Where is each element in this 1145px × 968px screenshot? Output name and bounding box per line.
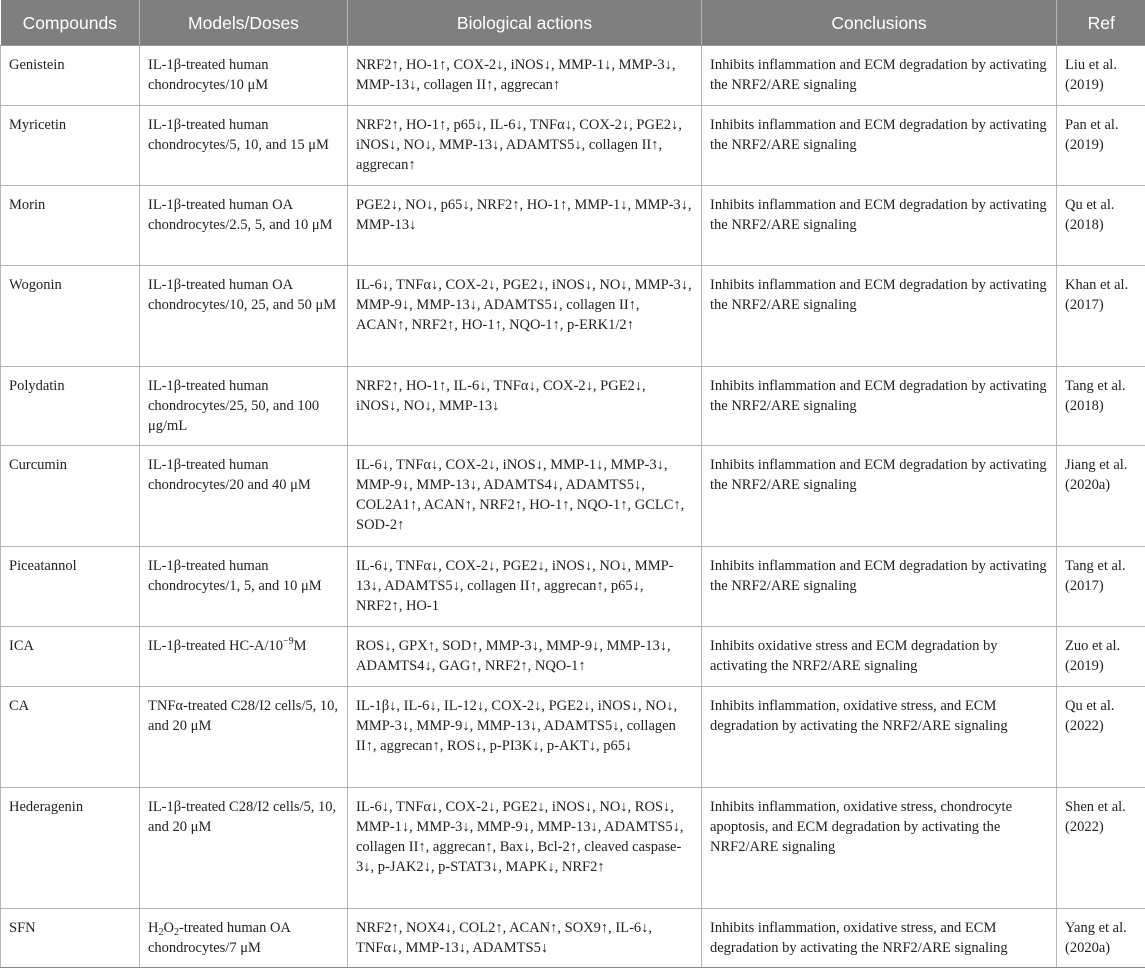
cell-actions: IL-6↓, TNFα↓, COX-2↓, PGE2↓, iNOS↓, NO↓, MMP-3↓, MMP-9↓, MMP-13↓, ADAMTS5↓, collagen II↑, ACAN↑, NRF2↑, HO-1↑, NQO-1↑, p-ERK1/2↑ [348, 266, 702, 367]
table-row [1, 788, 1145, 909]
cell-ref: Pan et al. (2019) [1057, 106, 1145, 186]
header-compounds: Compounds [1, 0, 140, 46]
model-text: -treated human OA chondrocytes/7 μM [148, 920, 291, 956]
cell-model: IL-1β-treated human chondrocytes/1, 5, and 10 μM [140, 547, 348, 627]
cell-model: IL-1β-treated human chondrocytes/5, 10, and 15 μM [140, 106, 348, 186]
cell-actions: IL-1β↓, IL-6↓, IL-12↓, COX-2↓, PGE2↓, iNOS↓, NO↓, MMP-3↓, MMP-9↓, MMP-13↓, ADAMTS5↓, collagen II↑, aggrecan↑, ROS↓, p-PI3K↓, p-AKT↓, p65↓ [348, 687, 702, 788]
cell-compound: SFN [1, 909, 140, 968]
cell-ref: Yang et al. (2020a) [1057, 909, 1145, 968]
header-models-doses: Models/Doses [140, 0, 348, 46]
table-row [1, 367, 1145, 446]
cell-model [140, 909, 348, 968]
cell-ref: Zuo et al. (2019) [1057, 627, 1145, 687]
cell-actions: IL-6↓, TNFα↓, COX-2↓, iNOS↓, MMP-1↓, MMP-3↓, MMP-9↓, MMP-13↓, ADAMTS4↓, ADAMTS5↓, COL2A1↑, ACAN↑, NRF2↑, HO-1↑, NQO-1↑, GCLC↑, SOD-2↑ [348, 446, 702, 547]
cell-compound: Piceatannol [1, 547, 140, 627]
table-row [1, 547, 1145, 627]
cell-actions: NRF2↑, NOX4↓, COL2↑, ACAN↑, SOX9↑, IL-6↓, TNFα↓, MMP-13↓, ADAMTS5↓ [348, 909, 702, 968]
cell-model [140, 627, 348, 687]
cell-compound: Wogonin [1, 266, 140, 367]
model-subscript: 2 [173, 927, 179, 938]
cell-conclusion: Inhibits inflammation and ECM degradation by activating the NRF2/ARE signaling [702, 367, 1057, 446]
table-row [1, 106, 1145, 186]
cell-ref: Qu et al. (2018) [1057, 186, 1145, 266]
table-row [1, 266, 1145, 367]
cell-model: IL-1β-treated human chondrocytes/10 μM [140, 46, 348, 106]
model-superscript: −9 [283, 636, 294, 647]
cell-conclusion: Inhibits inflammation and ECM degradation by activating the NRF2/ARE signaling [702, 186, 1057, 266]
model-text: IL-1β-treated HC-A/10 [148, 638, 284, 654]
cell-actions: NRF2↑, HO-1↑, p65↓, IL-6↓, TNFα↓, COX-2↓, PGE2↓, iNOS↓, NO↓, MMP-13↓, ADAMTS5↓, collagen II↑, aggrecan↑ [348, 106, 702, 186]
cell-actions: IL-6↓, TNFα↓, COX-2↓, PGE2↓, iNOS↓, NO↓, MMP-13↓, ADAMTS5↓, collagen II↑, aggrecan↑, p65↓, NRF2↑, HO-1 [348, 547, 702, 627]
table-row [1, 687, 1145, 788]
cell-ref: Liu et al. (2019) [1057, 46, 1145, 106]
cell-conclusion: Inhibits inflammation, oxidative stress, chondrocyte apoptosis, and ECM degradation by activating the NRF2/ARE signaling [702, 788, 1057, 909]
cell-actions: NRF2↑, HO-1↑, COX-2↓, iNOS↓, MMP-1↓, MMP-3↓, MMP-13↓, collagen II↑, aggrecan↑ [348, 46, 702, 106]
cell-conclusion: Inhibits inflammation and ECM degradation by activating the NRF2/ARE signaling [702, 446, 1057, 547]
cell-compound: Genistein [1, 46, 140, 106]
cell-conclusion: Inhibits inflammation and ECM degradation by activating the NRF2/ARE signaling [702, 547, 1057, 627]
cell-conclusion: Inhibits inflammation and ECM degradation by activating the NRF2/ARE signaling [702, 106, 1057, 186]
cell-model: IL-1β-treated human chondrocytes/20 and 40 μM [140, 446, 348, 547]
cell-ref: Qu et al. (2022) [1057, 687, 1145, 788]
cell-compound: Morin [1, 186, 140, 266]
cell-compound: Hederagenin [1, 788, 140, 909]
cell-ref: Jiang et al. (2020a) [1057, 446, 1145, 547]
cell-compound: Curcumin [1, 446, 140, 547]
header-conclusions: Conclusions [702, 0, 1057, 46]
model-text: H [148, 920, 159, 936]
table-row [1, 186, 1145, 266]
cell-actions: IL-6↓, TNFα↓, COX-2↓, PGE2↓, iNOS↓, NO↓, ROS↓, MMP-1↓, MMP-3↓, MMP-9↓, MMP-13↓, ADAMTS5↓, collagen II↑, aggrecan↑, Bax↓, Bcl-2↑, cleaved caspase-3↓, p-JAK2↓, p-STAT3↓, MAPK↓, NRF2↑ [348, 788, 702, 909]
header-biological-actions: Biological actions [348, 0, 702, 46]
cell-actions: ROS↓, GPX↑, SOD↑, MMP-3↓, MMP-9↓, MMP-13↓, ADAMTS4↓, GAG↑, NRF2↑, NQO-1↑ [348, 627, 702, 687]
cell-conclusion: Inhibits inflammation, oxidative stress, and ECM degradation by activating the NRF2/ARE signaling [702, 687, 1057, 788]
model-unit: M [293, 638, 307, 654]
cell-conclusion: Inhibits inflammation and ECM degradation by activating the NRF2/ARE signaling [702, 46, 1057, 106]
cell-ref: Shen et al. (2022) [1057, 788, 1145, 909]
table-row [1, 446, 1145, 547]
cell-compound: ICA [1, 627, 140, 687]
cell-model: IL-1β-treated human chondrocytes/25, 50, and 100 μg/mL [140, 367, 348, 446]
cell-actions: NRF2↑, HO-1↑, IL-6↓, TNFα↓, COX-2↓, PGE2↓, iNOS↓, NO↓, MMP-13↓ [348, 367, 702, 446]
cell-model: TNFα-treated C28/I2 cells/5, 10, and 20 μM [140, 687, 348, 788]
model-subscript: 2 [158, 927, 164, 938]
cell-actions: PGE2↓, NO↓, p65↓, NRF2↑, HO-1↑, MMP-1↓, MMP-3↓, MMP-13↓ [348, 186, 702, 266]
cell-model: IL-1β-treated human OA chondrocytes/2.5, 5, and 10 μM [140, 186, 348, 266]
cell-ref: Khan et al. (2017) [1057, 266, 1145, 367]
cell-ref: Tang et al. (2018) [1057, 367, 1145, 446]
cell-compound: CA [1, 687, 140, 788]
cell-ref: Tang et al. (2017) [1057, 547, 1145, 627]
cell-conclusion: Inhibits inflammation, oxidative stress, and ECM degradation by activating the NRF2/ARE signaling [702, 909, 1057, 968]
table-row [1, 627, 1145, 687]
header-ref: Ref [1057, 0, 1145, 46]
table-row [1, 46, 1145, 106]
table-row [1, 909, 1145, 968]
header-row [1, 0, 1145, 46]
cell-compound: Myricetin [1, 106, 140, 186]
cell-model: IL-1β-treated C28/I2 cells/5, 10, and 20 μM [140, 788, 348, 909]
cell-model: IL-1β-treated human OA chondrocytes/10, 25, and 50 μM [140, 266, 348, 367]
model-text: O [163, 920, 174, 936]
cell-conclusion: Inhibits inflammation and ECM degradation by activating the NRF2/ARE signaling [702, 266, 1057, 367]
cell-compound: Polydatin [1, 367, 140, 446]
cell-conclusion: Inhibits oxidative stress and ECM degradation by activating the NRF2/ARE signaling [702, 627, 1057, 687]
